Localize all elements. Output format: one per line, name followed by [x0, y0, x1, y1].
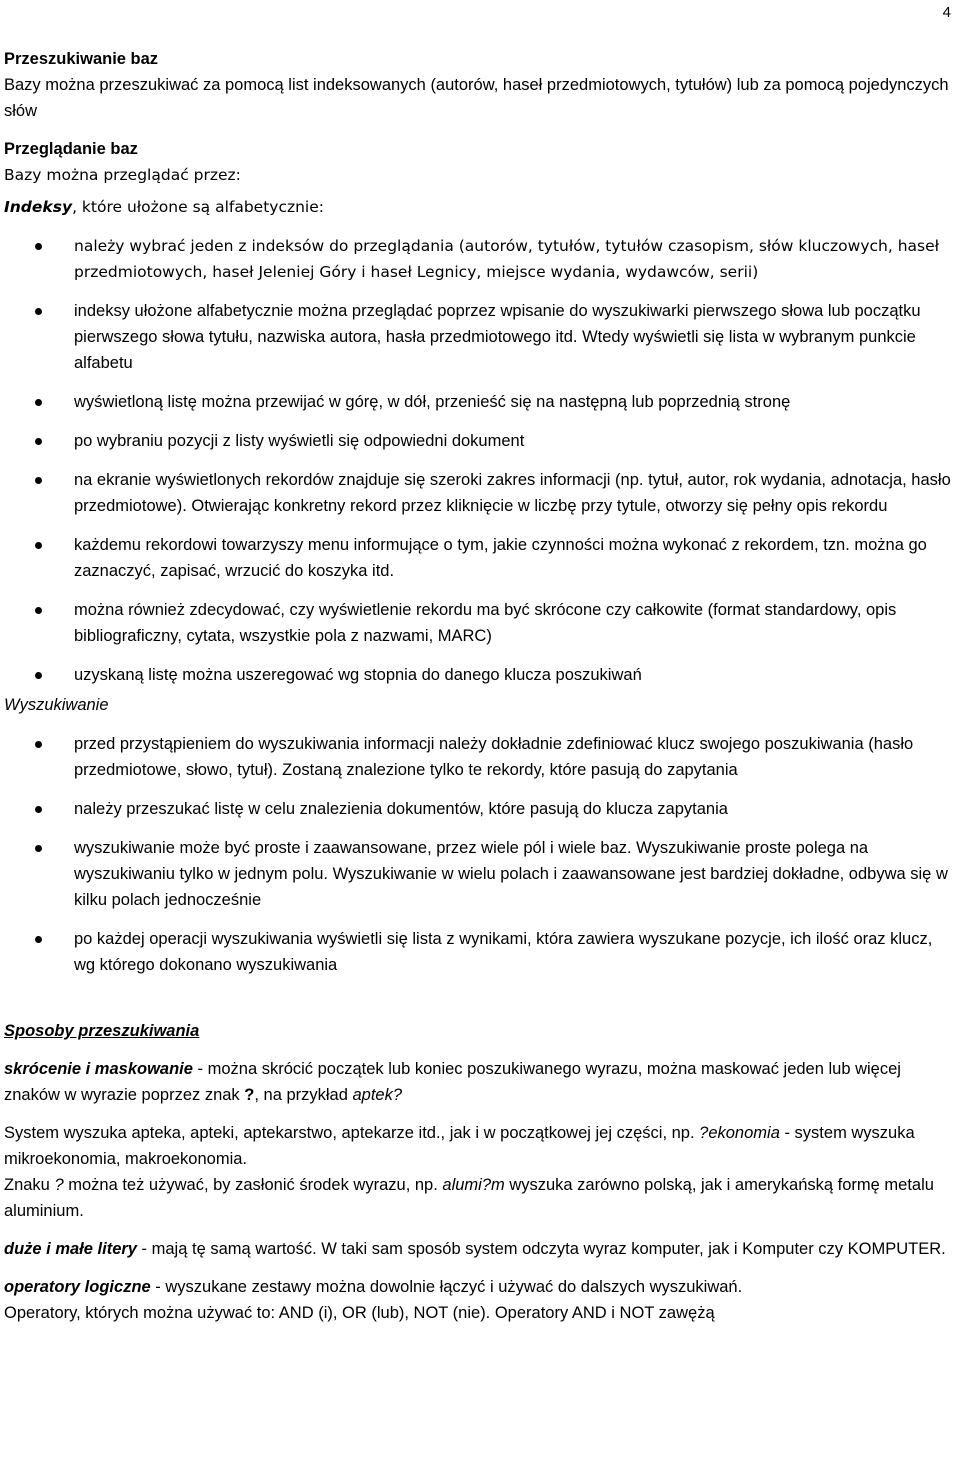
list-item	[4, 731, 956, 783]
section-title-przeszukiwanie: Przeszukiwanie baz	[4, 50, 159, 68]
term-litery: duże i małe litery	[4, 1240, 137, 1258]
text-span: System wyszuka apteka, apteki, aptekarstwo, aptekarze itd., jak i w początkowej jej części, np.	[4, 1124, 700, 1142]
text-span: - mają tę samą wartość. W taki sam sposób system odczyta wyraz komputer, jak i Komputer czy KOMPUTER.	[136, 1240, 946, 1258]
text-span: można też używać, by zasłonić środek wyrazu, np.	[63, 1176, 443, 1194]
indeksy-list	[4, 233, 956, 688]
document-page	[4, 46, 956, 1326]
section-title-wyszukiwanie: Wyszukiwanie	[4, 696, 109, 714]
list-item-text: indeksy ułożone alfabetycznie można przeglądać poprzez wpisanie do wyszukiwarki pierwszego słowa lub początku pierwszego słowa tytułu, nazwiska autora, hasła przedmiotowego itd. Wtedy wyświetli się lista w wybranym punkcie alfabetu	[74, 302, 921, 372]
example-span: alumi?m	[442, 1176, 505, 1194]
list-item-text: należy wybrać jeden z indeksów do przeglądania (autorów, tytułów, tytułów czasopism, słów kluczowych, haseł przedmiotowych, haseł Jeleniej Góry i haseł Legnicy, miejsce wydania, wydawców, serii)	[74, 237, 940, 281]
text-span: - system wyszuka mikroekonomia, makroekonomia.	[4, 1124, 915, 1168]
bullet	[35, 672, 42, 679]
przegladanie-intro: Bazy można przeglądać przez:	[4, 166, 241, 184]
bullet	[35, 477, 42, 484]
list-item-text: przed przystąpieniem do wyszukiwania informacji należy dokładnie zdefiniować klucz swojego poszukiwania (hasło przedmiotowe, słowo, tytuł). Zostaną znalezione tylko te rekordy, które pasują do zapytania	[74, 735, 914, 779]
list-item-text: można również zdecydować, czy wyświetlenie rekordu ma być skrócone czy całkowite (format standardowy, opis bibliograficzny, cytata, wszystkie pola z nazwami, MARC)	[74, 601, 897, 645]
list-item	[4, 532, 956, 584]
text-span: ?	[54, 1176, 64, 1194]
bullet	[35, 399, 42, 406]
list-item	[4, 796, 956, 822]
bullet	[35, 243, 42, 250]
list-item	[4, 835, 956, 913]
paragraph-maskowanie	[4, 1056, 956, 1108]
indeksy-label: Indeksy	[4, 198, 73, 216]
text-span: Znaku	[4, 1176, 55, 1194]
bullet	[35, 607, 42, 614]
list-item	[4, 298, 956, 376]
text-span: - wyszukane zestawy można dowolnie łączyć i używać do dalszych wyszukiwań.	[150, 1278, 743, 1296]
list-item	[4, 926, 956, 978]
term-skrocenie: skrócenie i maskowanie	[4, 1060, 193, 1078]
list-item-text: po każdej operacji wyszukiwania wyświetli się lista z wynikami, która zawiera wyszukane pozycje, ich ilość oraz klucz, wg którego dokonano wyszukiwania	[74, 930, 933, 974]
paragraph-litery	[4, 1236, 956, 1262]
list-item-text: każdemu rekordowi towarzyszy menu informujące o tym, jakie czynności można wykonać z rekordem, tzn. można go zaznaczyć, zapisać, wrzucić do koszyka itd.	[74, 536, 927, 580]
section-title-przegladanie: Przeglądanie baz	[4, 140, 138, 158]
indeksy-rest: , które ułożone są alfabetycznie:	[72, 198, 324, 216]
paragraph-system-wyszuka	[4, 1120, 956, 1172]
list-item-text: wyświetloną listę można przewijać w górę, w dół, przenieść się na następną lub poprzednią stronę	[74, 393, 791, 411]
text-span: , na przykład	[254, 1086, 353, 1104]
section-text-przeszukiwanie: Bazy można przeszukiwać za pomocą list indeksowanych (autorów, haseł przedmiotowych, tytułów) lub za pomocą pojedynczych słów	[4, 76, 949, 120]
wyszukiwanie-list	[4, 731, 956, 978]
list-item	[4, 389, 956, 415]
list-item-text: po wybraniu pozycji z listy wyświetli się odpowiedni dokument	[74, 432, 525, 450]
page-number: 4	[942, 4, 951, 21]
text-span: wyszuka zarówno polską, jak i amerykańską formę metalu aluminium.	[4, 1176, 934, 1220]
example-span: ?ekonomia	[699, 1124, 780, 1142]
text-span: ?	[244, 1086, 255, 1104]
list-item-text: wyszukiwanie może być proste i zaawansowane, przez wiele pól i wiele baz. Wyszukiwanie proste polega na wyszukiwaniu tylko w jednym polu. Wyszukiwanie w wielu polach i zaawansowane jest bardziej dokładne, odbywa się w kilku polach jednocześnie	[74, 839, 948, 909]
bullet	[35, 845, 42, 852]
bullet	[35, 308, 42, 315]
indeksy-line	[4, 194, 956, 220]
list-item	[4, 597, 956, 649]
bullet	[35, 806, 42, 813]
example-span: aptek?	[352, 1086, 403, 1104]
paragraph-operatory-list: Operatory, których można używać to: AND (i), OR (lub), NOT (nie). Operatory AND i NOT zawężą	[4, 1304, 715, 1322]
list-item-text: na ekranie wyświetlonych rekordów znajduje się szeroki zakres informacji (np. tytuł, autor, rok wydania, adnotacja, hasło przedmiotowe). Otwierając konkretny rekord przez kliknięcie w liczbę przy tytule, otworzy się pełny opis rekordu	[74, 471, 951, 515]
list-item	[4, 233, 956, 285]
list-item	[4, 467, 956, 519]
term-operatory: operatory logiczne	[4, 1278, 151, 1296]
bullet	[35, 542, 42, 549]
list-item	[4, 662, 956, 688]
section-title-sposoby: Sposoby przeszukiwania	[4, 1022, 200, 1040]
bullet	[35, 741, 42, 748]
paragraph-operatory	[4, 1274, 956, 1300]
list-item-text: należy przeszukać listę w celu znalezienia dokumentów, które pasują do klucza zapytania	[74, 800, 728, 818]
bullet	[35, 936, 42, 943]
list-item-text: uzyskaną listę można uszeregować wg stopnia do danego klucza poszukiwań	[74, 666, 642, 684]
list-item	[4, 428, 956, 454]
text-span: - można skrócić początek lub koniec poszukiwanego wyrazu, można maskować jeden lub więcej znaków w wyrazie poprzez znak	[4, 1060, 901, 1104]
paragraph-znaku	[4, 1172, 956, 1224]
bullet	[35, 438, 42, 445]
